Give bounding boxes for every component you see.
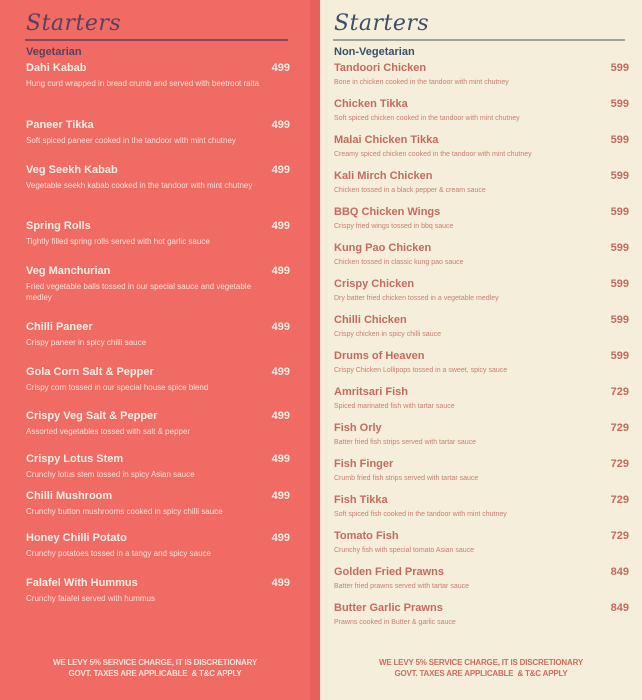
menu-item bbox=[334, 421, 629, 448]
item-name: Fish Orly bbox=[334, 422, 382, 434]
item-price: 599 bbox=[610, 98, 629, 110]
menu-item bbox=[334, 349, 629, 376]
item-name: Gola Corn Salt & Pepper bbox=[26, 366, 154, 378]
vegetarian-menu-panel bbox=[0, 0, 320, 700]
item-name: Paneer Tikka bbox=[26, 119, 94, 131]
item-description: Crunchy potatoes tossed in a tangy and spicy sauce bbox=[26, 549, 211, 558]
item-price: 849 bbox=[610, 566, 629, 578]
item-price: 599 bbox=[610, 206, 629, 218]
item-description: Dry batter fried chicken tossed in a vegetable medley bbox=[334, 295, 499, 302]
menu-item bbox=[334, 601, 629, 628]
item-price: 499 bbox=[271, 321, 290, 333]
item-name: Crispy Veg Salt & Pepper bbox=[26, 410, 158, 422]
item-name: Tomato Fish bbox=[334, 530, 399, 542]
item-price: 499 bbox=[271, 532, 290, 544]
item-name: Crispy Chicken bbox=[334, 278, 415, 290]
item-price: 499 bbox=[271, 410, 290, 422]
item-price: 729 bbox=[610, 422, 629, 434]
section-heading: Starters bbox=[26, 11, 122, 36]
item-description: Chicken tossed in classic kung pao sauce bbox=[334, 259, 464, 266]
item-price: 599 bbox=[610, 170, 629, 182]
item-name: Chilli Chicken bbox=[334, 314, 407, 326]
item-description: Assorted vegetables tossed with salt & pepper bbox=[26, 427, 191, 436]
non-vegetarian-menu-panel bbox=[320, 0, 642, 700]
section-heading: Starters bbox=[334, 11, 430, 36]
item-price: 729 bbox=[610, 530, 629, 542]
item-name: Honey Chilli Potato bbox=[26, 532, 127, 544]
item-description: Crumb fried fish strips served with tartar sauce bbox=[334, 475, 479, 482]
item-price: 599 bbox=[610, 350, 629, 362]
item-price: 599 bbox=[610, 314, 629, 326]
menu-item bbox=[26, 576, 290, 604]
menu-item bbox=[26, 409, 290, 437]
menu-item bbox=[334, 97, 629, 124]
item-name: Chicken Tikka bbox=[334, 98, 408, 110]
menu-item bbox=[26, 61, 290, 89]
panel-edge-shadow bbox=[310, 0, 320, 700]
menu-item bbox=[26, 118, 290, 146]
item-name: Falafel With Hummus bbox=[26, 577, 138, 589]
item-description: Creamy spiced chicken cooked in the tandoor with mint chutney bbox=[334, 151, 532, 158]
item-price: 599 bbox=[610, 62, 629, 74]
menu-item bbox=[334, 529, 629, 556]
item-name: Tandoori Chicken bbox=[334, 62, 427, 74]
item-name: Chilli Paneer bbox=[26, 321, 93, 333]
service-charge-notice bbox=[320, 657, 642, 679]
item-price: 499 bbox=[271, 366, 290, 378]
footer-line-2: GOVT. TAXES ARE APPLICABLE & T&C APPLY bbox=[394, 669, 568, 678]
item-name: Veg Seekh Kabab bbox=[26, 164, 118, 176]
item-name: Butter Garlic Prawns bbox=[334, 602, 443, 614]
footer-line-2: GOVT. TAXES ARE APPLICABLE & T&C APPLY bbox=[68, 669, 242, 678]
item-price: 499 bbox=[271, 62, 290, 74]
item-description: Crispy corn tossed in our special house spice blend bbox=[26, 383, 209, 392]
item-price: 499 bbox=[271, 577, 290, 589]
menu-item bbox=[334, 277, 629, 304]
item-name: Golden Fried Prawns bbox=[334, 566, 445, 578]
item-description: Crunchy lotus stem tossed in spicy Asian sauce bbox=[26, 470, 195, 479]
footer-line-1: WE LEVY 5% SERVICE CHARGE, IT IS DISCRETIONARY bbox=[378, 658, 584, 667]
item-price: 599 bbox=[610, 278, 629, 290]
item-name: Kung Pao Chicken bbox=[334, 242, 432, 254]
item-description: Crunchy button mushrooms cooked in spicy chilli sauce bbox=[26, 507, 223, 516]
menu-item bbox=[26, 489, 290, 517]
item-description: Hung curd wrapped in bread crumb and served with beetroot raita bbox=[26, 79, 260, 88]
item-price: 499 bbox=[271, 265, 290, 277]
category-heading: Non-Vegetarian bbox=[334, 46, 415, 58]
menu-item bbox=[26, 163, 290, 191]
menu-item bbox=[26, 531, 290, 559]
item-name: BBQ Chicken Wings bbox=[334, 206, 441, 218]
menu-item bbox=[334, 61, 629, 88]
item-description: Fried vegetable balls tossed in our special sauce and vegetable medley bbox=[26, 282, 252, 302]
item-description: Batter fried fish strips served with tartar sauce bbox=[334, 439, 476, 446]
menu-item bbox=[334, 241, 629, 268]
item-description: Soft spiced paneer cooked in the tandoor with mint chutney bbox=[26, 136, 236, 145]
item-price: 599 bbox=[610, 242, 629, 254]
menu-item bbox=[334, 169, 629, 196]
menu-item bbox=[334, 133, 629, 160]
item-price: 599 bbox=[610, 134, 629, 146]
heading-divider bbox=[333, 39, 625, 41]
item-description: Vegetable seekh kabab cooked in the tandoor with mint chutney bbox=[26, 181, 253, 190]
item-price: 849 bbox=[610, 602, 629, 614]
item-description: Crispy Chicken Lollipops tossed in a sweet, spicy sauce bbox=[334, 367, 508, 374]
item-name: Malai Chicken Tikka bbox=[334, 134, 439, 146]
item-name: Spring Rolls bbox=[26, 220, 91, 232]
item-price: 499 bbox=[271, 453, 290, 465]
item-description: Crunchy fish with special tomato Asian sauce bbox=[334, 547, 475, 554]
item-description: Tightly filled spring rolls served with hot garlic sauce bbox=[26, 237, 210, 246]
item-name: Fish Finger bbox=[334, 458, 394, 470]
item-description: Crunchy falafel served with hummus bbox=[26, 594, 155, 603]
item-description: Batter fried prawns served with tartar sauce bbox=[334, 583, 470, 590]
item-price: 729 bbox=[610, 458, 629, 470]
menu-item bbox=[26, 365, 290, 393]
item-description: Prawns cooked in Butter & garlic sauce bbox=[334, 619, 456, 626]
item-description: Soft spiced fish cooked in the tandoor with mint chutney bbox=[334, 511, 507, 518]
item-name: Chilli Mushroom bbox=[26, 490, 113, 502]
panel-edge-shadow bbox=[320, 0, 328, 700]
menu-item bbox=[26, 264, 290, 303]
item-name: Dahi Kabab bbox=[26, 62, 87, 74]
service-charge-notice bbox=[0, 657, 310, 679]
item-price: 729 bbox=[610, 494, 629, 506]
menu-item bbox=[334, 205, 629, 232]
menu-item bbox=[334, 457, 629, 484]
item-name: Veg Manchurian bbox=[26, 265, 111, 277]
item-price: 729 bbox=[610, 386, 629, 398]
footer-line-1: WE LEVY 5% SERVICE CHARGE, IT IS DISCRETIONARY bbox=[52, 658, 258, 667]
item-price: 499 bbox=[271, 490, 290, 502]
menu-item bbox=[26, 320, 290, 348]
item-description: Bone in chicken cooked in the tandoor with mint chutney bbox=[334, 79, 509, 86]
item-price: 499 bbox=[271, 220, 290, 232]
item-description: Spiced marinated fish with tartar sauce bbox=[334, 403, 455, 410]
item-price: 499 bbox=[271, 119, 290, 131]
menu-item bbox=[334, 565, 629, 592]
item-description: Soft spiced chicken cooked in the tandoor with mint chutney bbox=[334, 115, 520, 122]
menu-item bbox=[334, 385, 629, 412]
item-description: Crispy fried wings tossed in bbq sauce bbox=[334, 223, 454, 230]
item-description: Chicken tossed in a black pepper & cream sauce bbox=[334, 187, 486, 194]
item-name: Amritsari Fish bbox=[334, 386, 408, 398]
item-name: Kali Mirch Chicken bbox=[334, 170, 433, 182]
item-price: 499 bbox=[271, 164, 290, 176]
item-name: Drums of Heaven bbox=[334, 350, 425, 362]
item-description: Crispy paneer in spicy chilli sauce bbox=[26, 338, 147, 347]
category-heading: Vegetarian bbox=[26, 46, 82, 58]
menu-item bbox=[334, 313, 629, 340]
menu-item bbox=[334, 493, 629, 520]
menu-item bbox=[26, 219, 290, 247]
menu-item bbox=[26, 452, 290, 480]
item-name: Crispy Lotus Stem bbox=[26, 453, 124, 465]
heading-divider bbox=[25, 39, 288, 41]
item-description: Crispy chicken in spicy chilli sauce bbox=[334, 331, 441, 338]
item-name: Fish Tikka bbox=[334, 494, 388, 506]
